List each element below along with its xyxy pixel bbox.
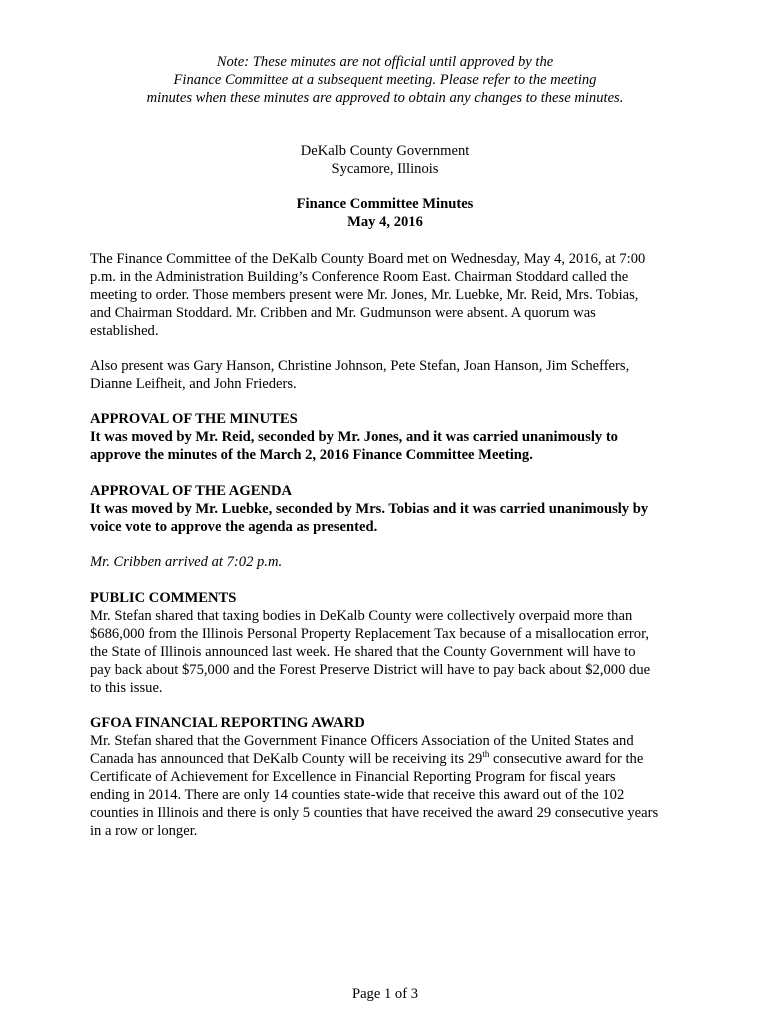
section-heading: GFOA FINANCIAL REPORTING AWARD [90, 715, 365, 731]
meeting-date: May 4, 2016 [347, 214, 423, 230]
paragraph-line: counties in Illinois and there is only 5 counties that have received the award 29 consecutive years [90, 805, 659, 821]
paragraph-line: $686,000 from the Illinois Personal Property Replacement Tax because of a misallocation error, [90, 626, 650, 642]
paragraph-line: Mr. Stefan shared that taxing bodies in DeKalb County were collectively overpaid more than [90, 608, 633, 624]
paragraph-line: to this issue. [90, 680, 163, 696]
paragraph-line: pay back about $75,000 and the Forest Preserve District will have to pay back about $2,000 due [90, 662, 651, 678]
organization-location: Sycamore, Illinois [331, 161, 439, 177]
paragraph-line: The Finance Committee of the DeKalb County Board met on Wednesday, May 4, 2016, at 7:00 [90, 251, 646, 267]
paragraph-line: and Chairman Stoddard. Mr. Cribben and Mr. Gudmunson were absent. A quorum was [90, 305, 596, 321]
gfoa-section [90, 714, 690, 840]
organization-name: DeKalb County Government [300, 143, 470, 159]
document-title: Finance Committee Minutes [296, 196, 474, 212]
note-line: minutes when these minutes are approved to obtain any changes to these minutes. [146, 90, 624, 106]
paragraph-line: in a row or longer. [90, 823, 198, 839]
document-title-block [60, 195, 710, 231]
line-text: Canada has announced that DeKalb County will be receiving its 29 [90, 751, 483, 767]
paragraph-line: p.m. in the Administration Building’s Conference Room East. Chairman Stoddard called the [90, 269, 629, 285]
arrival-note [90, 553, 690, 571]
line-text: consecutive award for the [489, 751, 644, 767]
disclaimer-note [60, 53, 710, 107]
approval-agenda-section [90, 482, 690, 536]
page-number: Page 1 of 3 [351, 986, 419, 1002]
section-heading: APPROVAL OF THE AGENDA [90, 483, 293, 499]
paragraph-line: ending in 2014. There are only 14 counties state-wide that receive this award out of the 102 [90, 787, 625, 803]
note-line: Note: These minutes are not official until approved by the [216, 54, 554, 70]
ordinal-suffix: th [482, 749, 490, 760]
paragraph-line: Dianne Leifheit, and John Frieders. [90, 376, 297, 392]
motion-line: It was moved by Mr. Reid, seconded by Mr. Jones, and it was carried unanimously to [90, 429, 618, 445]
also-present-paragraph [90, 357, 690, 393]
paragraph-line: Certificate of Achievement for Excellence in Financial Reporting Program for fiscal years [90, 769, 616, 785]
note-line: Finance Committee at a subsequent meeting. Please refer to the meeting [173, 72, 597, 88]
section-heading: PUBLIC COMMENTS [90, 590, 237, 606]
paragraph-line: the State of Illinois announced last week. He shared that the County Government will have to [90, 644, 636, 660]
paragraph-line [90, 750, 690, 768]
motion-line: voice vote to approve the agenda as presented. [90, 519, 378, 535]
motion-line: approve the minutes of the March 2, 2016 Finance Committee Meeting. [90, 447, 533, 463]
paragraph-line: established. [90, 323, 159, 339]
approval-minutes-section [90, 410, 690, 464]
arrival-line: Mr. Cribben arrived at 7:02 p.m. [90, 554, 283, 570]
page-footer [0, 985, 770, 1003]
paragraph-line: Also present was Gary Hanson, Christine Johnson, Pete Stefan, Joan Hanson, Jim Scheffers, [90, 358, 630, 374]
organization-header [60, 142, 710, 178]
section-heading: APPROVAL OF THE MINUTES [90, 411, 298, 427]
public-comments-section [90, 589, 690, 697]
intro-paragraph [90, 250, 690, 340]
motion-line: It was moved by Mr. Luebke, seconded by Mrs. Tobias and it was carried unanimously by [90, 501, 649, 517]
paragraph-line: meeting to order. Those members present were Mr. Jones, Mr. Luebke, Mr. Reid, Mrs. Tobias, [90, 287, 639, 303]
paragraph-line: Mr. Stefan shared that the Government Finance Officers Association of the United States and [90, 733, 634, 749]
